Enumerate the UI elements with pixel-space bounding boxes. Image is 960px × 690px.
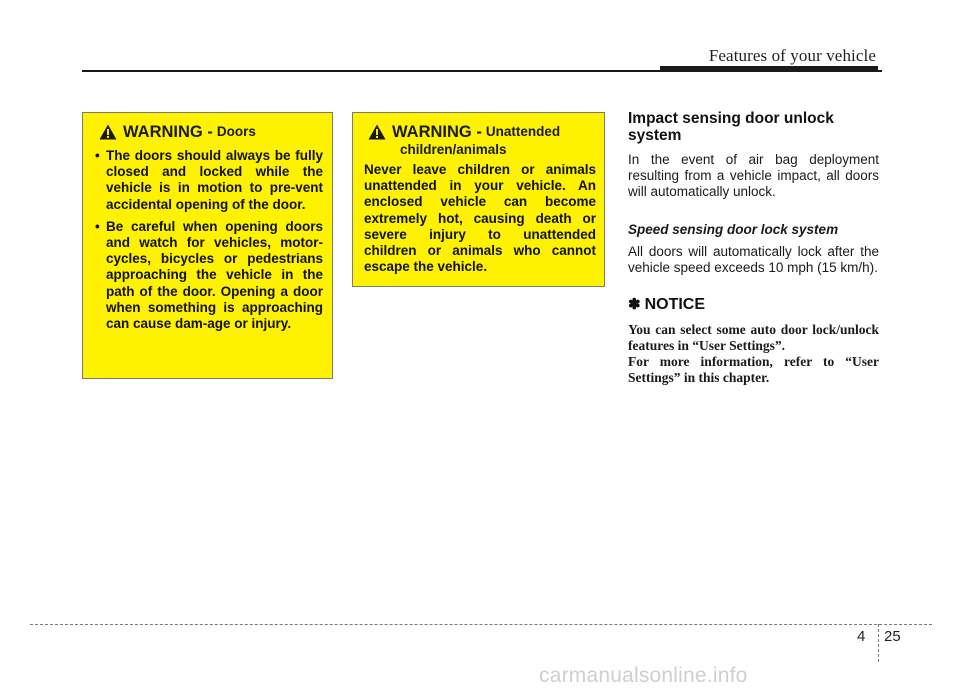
warning-triangle-icon [368, 124, 386, 140]
warning-label: WARNING - [392, 123, 482, 141]
warning-topic: Doors [216, 124, 256, 139]
section-heading-impact-unlock: Impact sensing door unlock system [628, 110, 834, 144]
notice-star-icon: ✽ [628, 296, 641, 313]
page-header-title: Features of your vehicle [708, 46, 876, 65]
footer-page-separator [878, 624, 879, 662]
section-heading-speed-lock: Speed sensing door lock system [628, 222, 839, 237]
warning-box-unattended-children [352, 112, 605, 287]
notice-text-settings: You can select some auto door lock/unlock features in “User Settings”. [628, 322, 879, 353]
warning-topic: Unattended [485, 124, 561, 139]
list-item: • Be careful when opening doors and watch for vehicles, motor-cycles, bicycles or pedestrians approaching the vehicle in the path of the door. Opening a door when something is approaching can cause dam-age or injury. [95, 219, 323, 332]
speed-lock-text: All doors will automatically lock after the vehicle speed exceeds 10 mph (15 km/h). [628, 244, 879, 275]
header-accent-bar [660, 66, 878, 72]
footer-divider [30, 624, 932, 625]
chapter-number: 4 [857, 628, 866, 645]
warning-label: WARNING - [123, 123, 213, 141]
site-watermark: carmanualsonline.info [539, 664, 748, 687]
notice-title: NOTICE [644, 296, 706, 313]
warning-heading [364, 123, 596, 141]
warning-triangle-icon [99, 124, 117, 140]
notice-text-reference: For more information, refer to “User Settings” in this chapter. [628, 354, 879, 385]
warning-heading [95, 123, 323, 141]
warning-bullet-list [95, 148, 323, 332]
list-item: • The doors should always be fully closed and locked while the vehicle is in motion to pre-vent accidental opening of the door. [95, 148, 323, 213]
main-text-column [628, 110, 879, 386]
warning-box-doors [82, 112, 333, 379]
warning-topic-continued: children/animals [400, 142, 507, 157]
page-number: 25 [884, 628, 901, 645]
warning-body-text: Never leave children or animals unattended in your vehicle. An enclosed vehicle can become extremely hot, causing death or severe injury to unattended children or animals who cannot escape the vehicle. [364, 162, 596, 275]
impact-unlock-text: In the event of air bag deployment resulting from a vehicle impact, all doors will automatically unlock. [628, 152, 879, 199]
notice-heading [628, 296, 879, 314]
